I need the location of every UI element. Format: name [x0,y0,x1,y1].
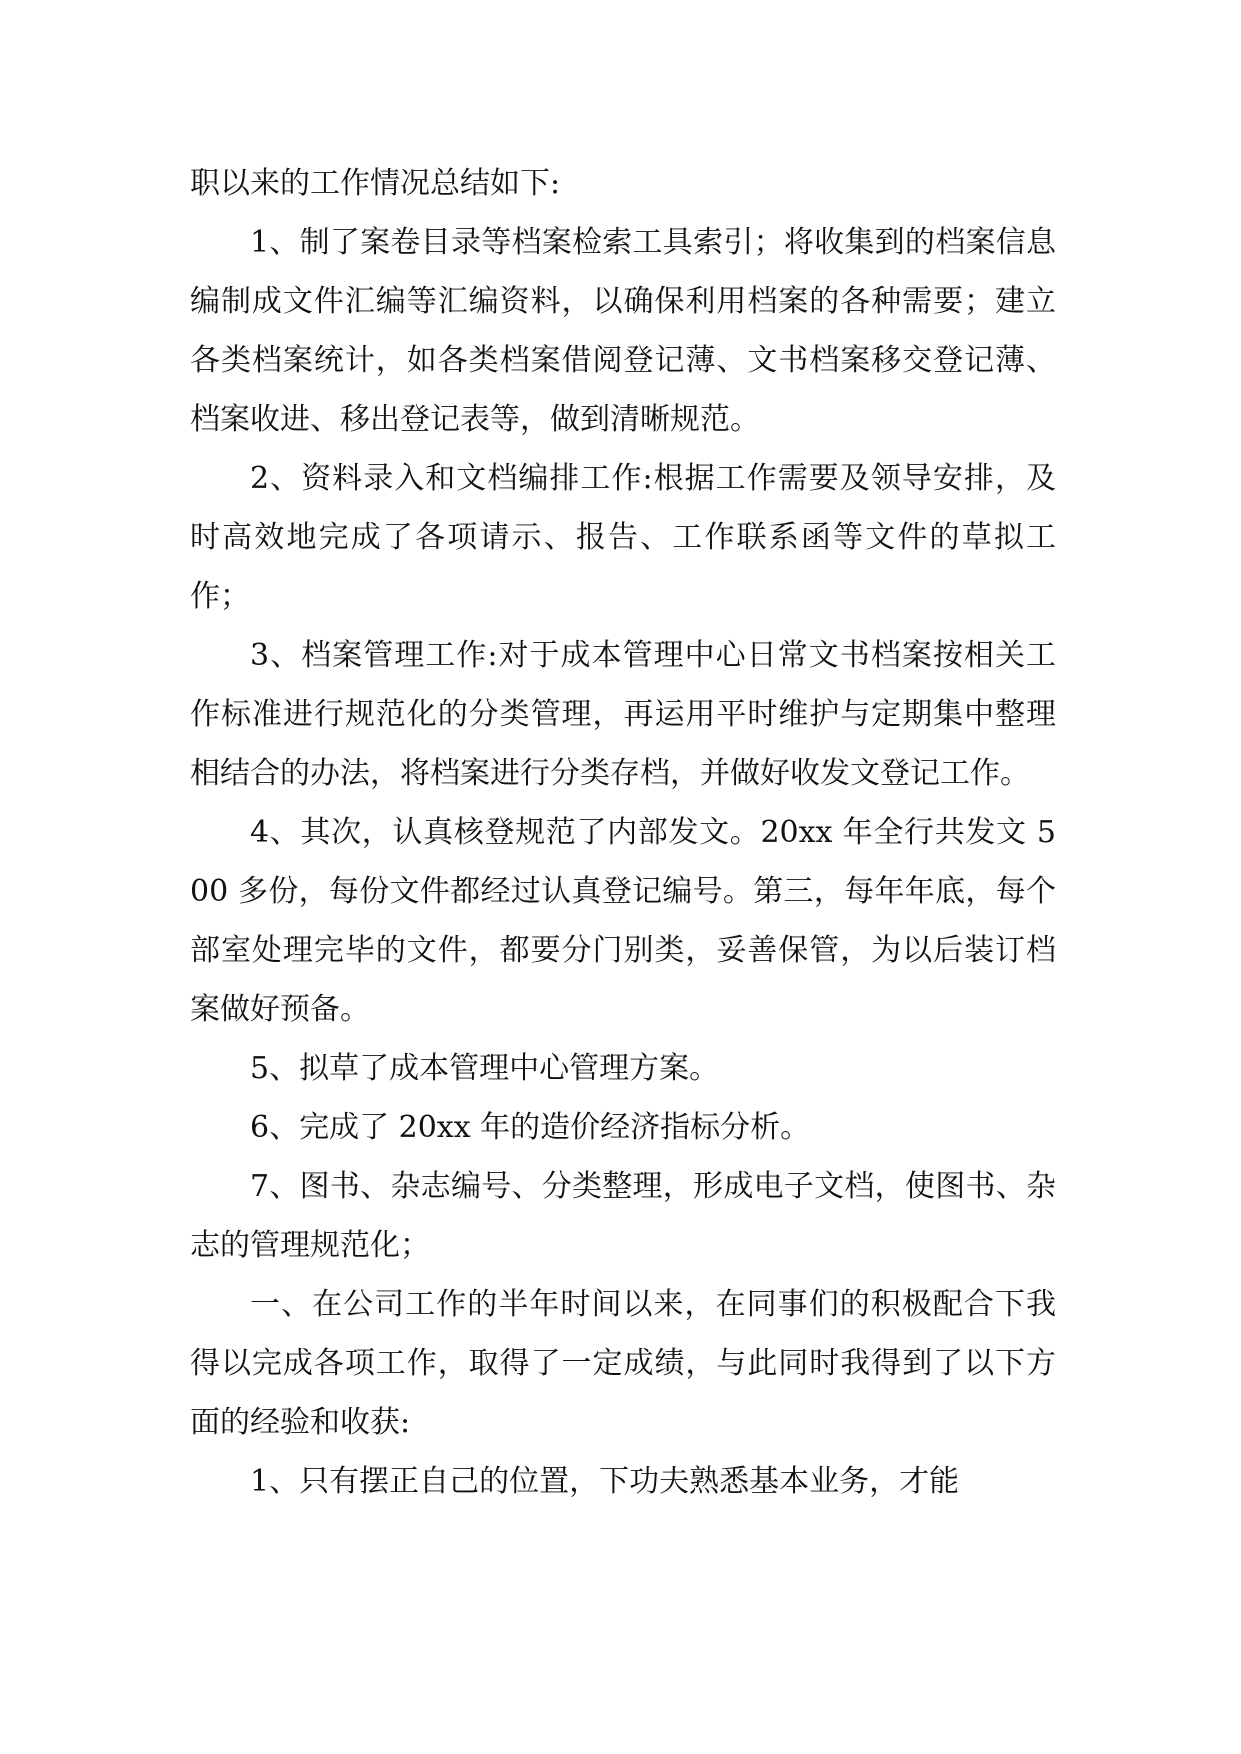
paragraph-item-4: 4、其次，认真核登规范了内部发文。20xx 年全行共发文 500 多份，每份文件都经过认真登记编号。第三，每年年底，每个部室处理完毕的文件，都要分门别类，妥善保管，为以后装订档案做好预备。 [190,815,1056,1027]
paragraph-section-one-item-1: 1、只有摆正自己的位置，下功夫熟悉基本业务，才能 [250,1464,960,1499]
paragraph-item-7: 7、图书、杂志编号、分类整理，形成电子文档，使图书、杂志的管理规范化； [190,1169,1056,1263]
paragraph-section-one: 一、在公司工作的半年时间以来，在同事们的积极配合下我得以完成各项工作，取得了一定成绩，与此同时我得到了以下方面的经验和收获: [190,1287,1056,1440]
paragraph-item-6: 6、完成了 20xx 年的造价经济指标分析。 [250,1110,811,1145]
paragraph-item-1: 1、制了案卷目录等档案检索工具索引；将收集到的档案信息编制成文件汇编等汇编资料，以确保利用档案的各种需要；建立各类档案统计，如各类档案借阅登记薄、文书档案移交登记薄、档案收进、移出登记表等，做到清晰规范。 [190,225,1056,437]
paragraph-item-5: 5、拟草了成本管理中心管理方案。 [250,1051,720,1086]
document-body [190,154,1056,1511]
paragraph-item-3: 3、档案管理工作:对于成本管理中心日常文书档案按相关工作标准进行规范化的分类管理，再运用平时维护与定期集中整理相结合的办法，将档案进行分类存档，并做好收发文登记工作。 [190,638,1056,791]
paragraph-item-2: 2、资料录入和文档编排工作:根据工作需要及领导安排，及时高效地完成了各项请示、报告、工作联系函等文件的草拟工作； [190,461,1056,614]
paragraph-intro-continuation: 职以来的工作情况总结如下: [190,166,561,201]
